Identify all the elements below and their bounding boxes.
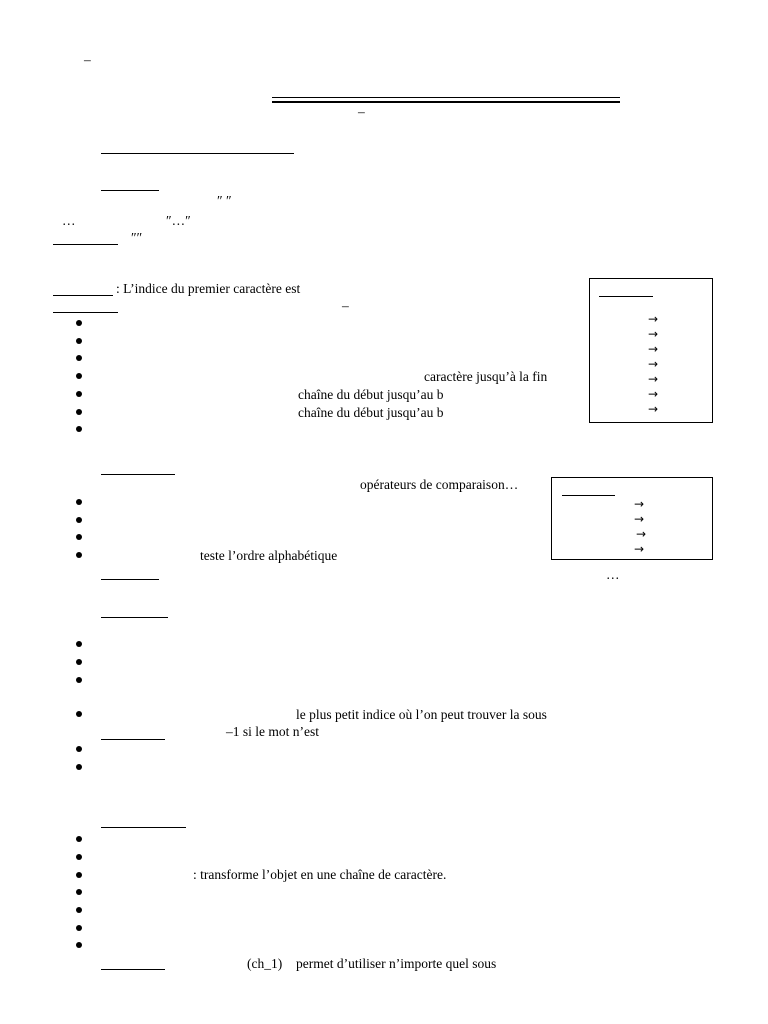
arrow-icon: → (634, 542, 645, 556)
list-item (76, 942, 82, 948)
arrow-icon: → (648, 327, 659, 341)
comparison-heading-underline (101, 474, 175, 475)
conversion-code: (ch_1) (247, 956, 283, 971)
list-item (76, 889, 82, 895)
list-item (76, 426, 82, 432)
comparison-intro: opérateurs de comparaison… (360, 477, 519, 492)
indices-label-underline (53, 295, 113, 296)
list-item (76, 872, 82, 878)
arrow-icon: → (648, 342, 659, 356)
arrow-icon: → (648, 387, 659, 401)
arrow-icon: → (634, 497, 645, 511)
list-item (76, 764, 82, 770)
list-item (76, 711, 82, 717)
list-item (76, 836, 82, 842)
list-item (76, 854, 82, 860)
empty-string-quotes: ″″ (131, 230, 143, 245)
list-item (76, 499, 82, 505)
arrow-icon: → (634, 512, 645, 526)
indices-sublabel-underline (53, 312, 118, 313)
example-box-underline (562, 495, 615, 496)
list-item (76, 659, 82, 665)
list-item (76, 517, 82, 523)
arrow-icon: → (648, 357, 659, 371)
indices-item-6-text: chaîne du début jusqu’au b (298, 405, 444, 420)
list-item (76, 552, 82, 558)
conversion-note-underline (101, 969, 165, 970)
conversion-item-3-text: : transforme l’objet en une chaîne de caractère. (193, 867, 447, 882)
comparison-example-box (551, 477, 713, 560)
conversion-last-text: permet d’utiliser n’importe quel sous (296, 956, 497, 971)
arrow-icon: → (636, 527, 647, 541)
list-item (76, 355, 82, 361)
arrow-icon: → (648, 402, 659, 416)
definition-ellipsis: … (62, 213, 76, 228)
definition-quotes: ″ ″ (217, 193, 232, 208)
comparison-trailing-ellipsis: … (606, 567, 620, 582)
search-item-4-text: le plus petit indice où l’on peut trouver la sous (296, 707, 547, 722)
definition-underline (101, 190, 159, 191)
search-note: –1 si le mot n’est (226, 724, 319, 739)
list-item (76, 338, 82, 344)
comparison-note-underline (101, 579, 159, 580)
example-box-underline (599, 296, 653, 297)
indices-label: : L’indice du premier caractère est (116, 281, 301, 296)
title-double-rule (272, 97, 620, 103)
list-item (76, 534, 82, 540)
comparison-item-4-text: teste l’ordre alphabétique (200, 548, 338, 563)
indices-item-5-text: chaîne du début jusqu’au b (298, 387, 444, 402)
list-item (76, 320, 82, 326)
indices-dash: – (342, 298, 349, 313)
list-item (76, 409, 82, 415)
list-item (76, 925, 82, 931)
indices-example-box (589, 278, 713, 423)
search-heading-underline (101, 617, 168, 618)
header-dash: – (84, 52, 91, 67)
list-item (76, 373, 82, 379)
list-item (76, 746, 82, 752)
arrow-icon: → (648, 372, 659, 386)
title-dash: – (358, 104, 365, 119)
list-item (76, 641, 82, 647)
definition-quote-ellipsis: ″…″ (166, 213, 191, 228)
conversion-heading-underline (101, 827, 186, 828)
arrow-icon: → (648, 312, 659, 326)
search-note-underline (101, 739, 165, 740)
empty-string-underline (53, 244, 118, 245)
list-item (76, 391, 82, 397)
section-heading-underline (101, 153, 294, 154)
list-item (76, 677, 82, 683)
indices-item-4-text: caractère jusqu’à la fin (424, 369, 548, 384)
list-item (76, 907, 82, 913)
